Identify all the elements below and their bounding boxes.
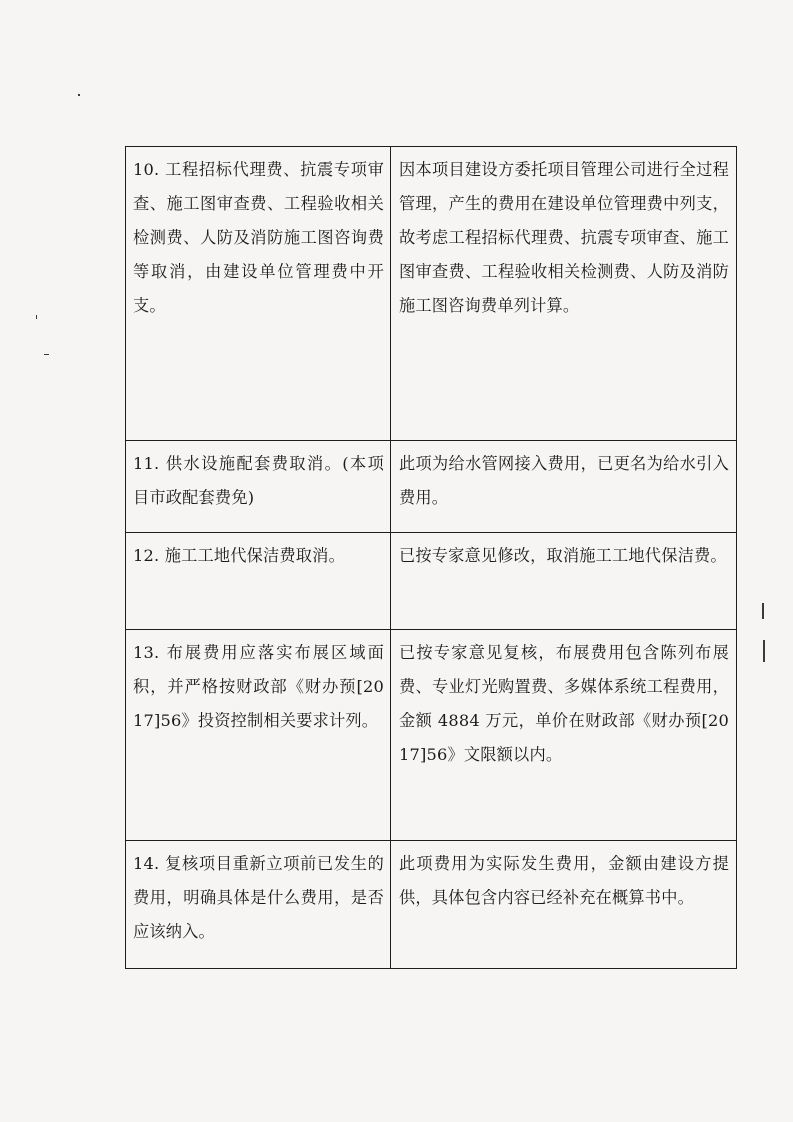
- expert-opinion-cell: 12. 施工工地代保洁费取消。: [126, 533, 391, 629]
- scan-margin-mark: [763, 640, 765, 662]
- table-row: [126, 147, 736, 440]
- scan-speck: [36, 315, 37, 319]
- expert-opinion-cell: 11. 供水设施配套费取消。(本项目市政配套费免): [126, 441, 391, 532]
- scan-speck: [78, 94, 80, 96]
- response-cell: 此项为给水管网接入费用，已更名为给水引入费用。: [399, 454, 729, 507]
- response-cell: 此项费用为实际发生费用，金额由建设方提供，具体包含内容已经补充在概算书中。: [399, 854, 729, 907]
- scan-speck: [44, 354, 49, 355]
- table-row: [126, 629, 736, 840]
- scan-margin-mark: [762, 603, 764, 619]
- response-cell: 已按专家意见复核，布展费用包含陈列布展费、专业灯光购置费、多媒体系统工程费用，金额 4884 万元，单价在财政部《财办预[2017]56》文限额以内。: [399, 643, 729, 764]
- response-cell: 已按专家意见修改，取消施工工地代保洁费。: [399, 546, 727, 565]
- table-row: [126, 840, 736, 968]
- table-row: [126, 532, 736, 629]
- expert-opinion-cell: 10. 工程招标代理费、抗震专项审查、施工图审查费、工程验收相关检测费、人防及消防施工图咨询费等取消，由建设单位管理费中开支。: [126, 147, 391, 440]
- response-cell: 因本项目建设方委托项目管理公司进行全过程管理，产生的费用在建设单位管理费中列支，故考虑工程招标代理费、抗震专项审查、施工图审查费、工程验收相关检测费、人防及消防施工图咨询费单列计算。: [399, 160, 729, 315]
- expert-opinion-cell: 14. 复核项目重新立项前已发生的费用，明确具体是什么费用，是否应该纳入。: [126, 841, 391, 968]
- expert-opinion-cell: 13. 布展费用应落实布展区域面积，并严格按财政部《财办预[2017]56》投资控制相关要求计列。: [126, 630, 391, 840]
- table-row: [126, 440, 736, 532]
- review-response-table: [125, 146, 737, 969]
